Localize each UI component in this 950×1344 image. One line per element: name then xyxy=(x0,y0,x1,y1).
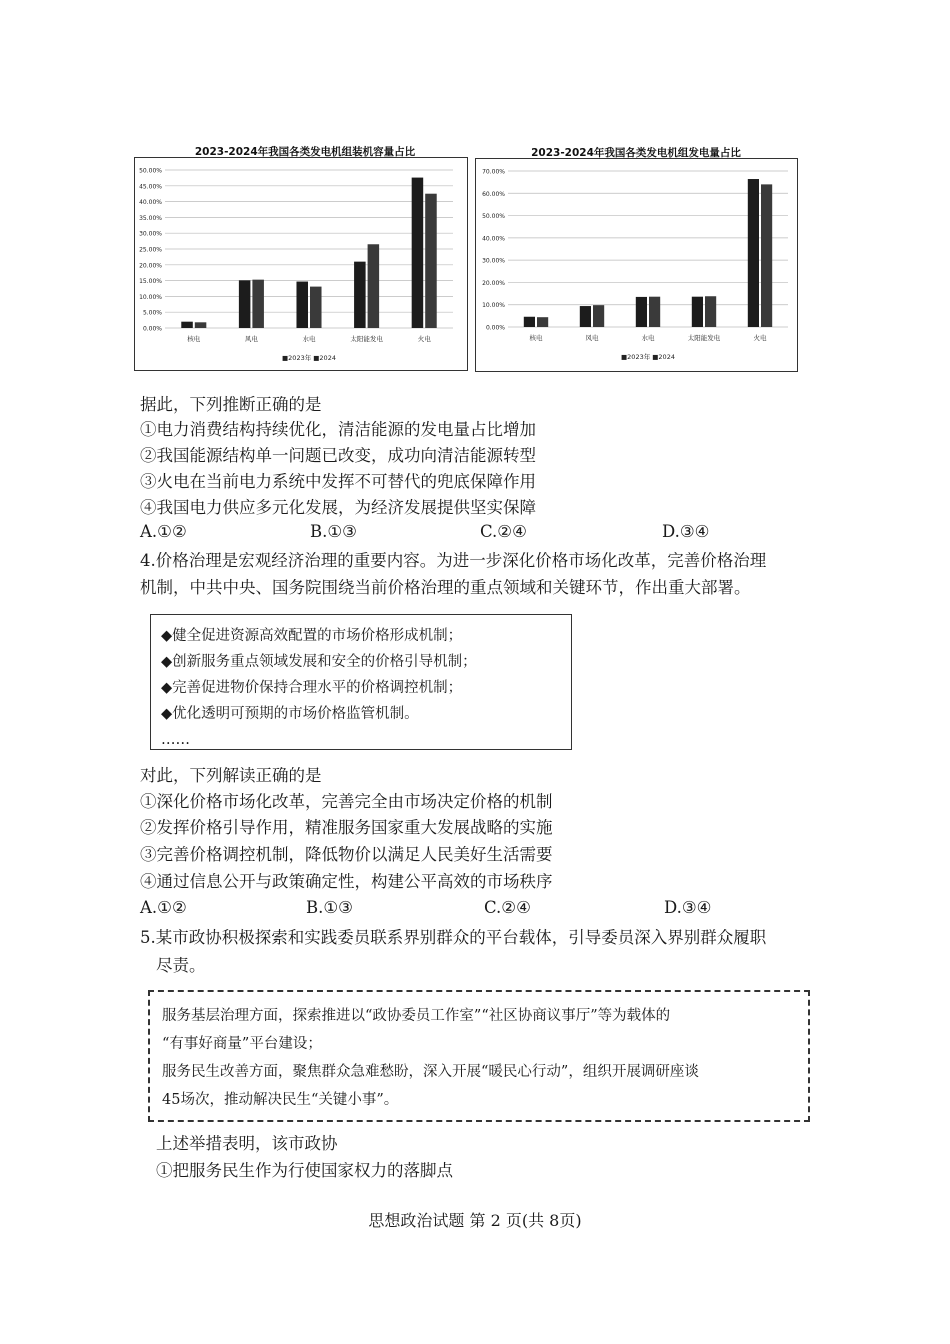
q3-stem: 据此，下列推断正确的是 xyxy=(140,395,322,414)
category-label: 水电 xyxy=(641,334,655,342)
bar-2024 xyxy=(368,244,380,328)
q4-box-line-5: …… xyxy=(161,732,190,748)
q5-question: 上述举措表明，该市政协 xyxy=(156,1134,338,1153)
q4-box-line-4: ◆优化透明可预期的市场价格监管机制。 xyxy=(161,706,419,722)
q4-stem-line2: 机制，中共中央、国务院围绕当前价格治理的重点领域和关键环节，作出重大部署。 xyxy=(140,578,751,597)
y-tick-label: 45.00% xyxy=(139,183,162,191)
q4-choice-b[interactable]: B.①③ xyxy=(306,898,353,917)
bar-2023 xyxy=(692,297,703,327)
y-tick-label: 0.00% xyxy=(485,324,505,332)
q4-choice-c[interactable]: C.②④ xyxy=(484,898,531,917)
bar-2024 xyxy=(705,296,716,327)
category-label: 风电 xyxy=(244,335,258,343)
y-tick-label: 20.00% xyxy=(482,279,505,287)
q5-item-1: ①把服务民生作为行使国家权力的落脚点 xyxy=(156,1161,453,1180)
chart-legend: ■2023年 ■2024 xyxy=(282,354,336,362)
q4-box-line-1: ◆健全促进资源高效配置的市场价格形成机制； xyxy=(161,628,463,644)
bar-2023 xyxy=(636,297,647,327)
chart-installed-capacity xyxy=(134,146,468,371)
category-label: 核电 xyxy=(187,335,201,343)
bar-2024 xyxy=(537,317,548,327)
y-tick-label: 15.00% xyxy=(139,278,162,286)
y-tick-label: 30.00% xyxy=(482,257,505,265)
y-tick-label: 50.00% xyxy=(139,167,162,175)
q3-choices xyxy=(140,522,800,546)
y-tick-label: 40.00% xyxy=(482,235,505,243)
y-tick-label: 40.00% xyxy=(139,199,162,207)
bar-2024 xyxy=(425,194,437,328)
q5-stem-line2: 尽责。 xyxy=(156,956,206,975)
q5-box-line-4: 45场次，推动解决民生“关键小事”。 xyxy=(162,1092,399,1108)
bar-2023 xyxy=(354,262,366,328)
bar-2024 xyxy=(310,287,322,328)
category-label: 火电 xyxy=(753,334,767,342)
category-label: 核电 xyxy=(529,334,543,342)
bar-2024 xyxy=(195,322,207,328)
q4-stem-line1: 4.价格治理是宏观经济治理的重要内容。为进一步深化价格市场化改革，完善价格治理 xyxy=(140,551,767,570)
q4-box-line-2: ◆创新服务重点领域发展和安全的价格引导机制； xyxy=(161,654,477,670)
q4-item-3: ③完善价格调控机制，降低物价以满足人民美好生活需要 xyxy=(140,845,553,864)
q4-item-4: ④通过信息公开与政策确定性，构建公平高效的市场秩序 xyxy=(140,872,553,891)
bar-2023 xyxy=(412,178,424,328)
bar-2024 xyxy=(649,297,660,327)
bar-2023 xyxy=(181,322,193,328)
y-tick-label: 50.00% xyxy=(482,213,505,221)
q3-choice-c[interactable]: C.②④ xyxy=(480,522,527,541)
bar-2023 xyxy=(239,280,251,328)
chart-title: 2023-2024年我国各类发电机组发电量占比 xyxy=(531,147,741,159)
q4-item-1: ①深化价格市场化改革，完善完全由市场决定价格的机制 xyxy=(140,792,553,811)
bar-2024 xyxy=(252,280,264,328)
category-label: 火电 xyxy=(417,335,431,343)
bar-2023 xyxy=(748,179,759,327)
q5-box-line-1: 服务基层治理方面，探索推进以“政协委员工作室”“社区协商议事厅”等为载体的 xyxy=(162,1008,671,1024)
bar-2023 xyxy=(296,282,308,328)
q4-material-box xyxy=(150,614,572,750)
y-tick-label: 0.00% xyxy=(142,325,162,333)
category-label: 太阳能发电 xyxy=(687,334,721,342)
chart-installed-capacity-svg xyxy=(135,146,467,370)
page-footer: 思想政治试题 第 2 页(共 8页) xyxy=(368,1211,582,1230)
bar-2023 xyxy=(580,306,591,327)
chart-generation-share xyxy=(475,147,798,372)
q4-choices xyxy=(140,898,800,922)
y-tick-label: 20.00% xyxy=(139,262,162,270)
bar-2023 xyxy=(524,317,535,327)
q5-stem-line1: 5.某市政协积极探索和实践委员联系界别群众的平台载体，引导委员深入界别群众履职 xyxy=(140,928,767,947)
q3-item-3: ③火电在当前电力系统中发挥不可替代的兜底保障作用 xyxy=(140,472,536,491)
y-tick-label: 25.00% xyxy=(139,246,162,254)
category-label: 风电 xyxy=(585,334,599,342)
bar-2024 xyxy=(593,305,604,327)
chart-legend: ■2023年 ■2024 xyxy=(621,353,675,361)
bar-2024 xyxy=(761,184,772,327)
y-tick-label: 60.00% xyxy=(482,190,505,198)
q3-item-4: ④我国电力供应多元化发展，为经济发展提供坚实保障 xyxy=(140,498,536,517)
chart-title: 2023-2024年我国各类发电机组装机容量占比 xyxy=(194,146,416,158)
y-tick-label: 30.00% xyxy=(139,230,162,238)
q3-choice-a[interactable]: A.①② xyxy=(140,522,187,541)
q4-item-2: ②发挥价格引导作用，精准服务国家重大发展战略的实施 xyxy=(140,818,553,837)
q3-item-2: ②我国能源结构单一问题已改变，成功向清洁能源转型 xyxy=(140,446,536,465)
q5-material-box xyxy=(148,990,810,1122)
q3-choice-b[interactable]: B.①③ xyxy=(310,522,357,541)
q5-box-line-3: 服务民生改善方面，聚焦群众急难愁盼，深入开展“暖民心行动”，组织开展调研座谈 xyxy=(162,1064,699,1080)
q5-box-line-2: “有事好商量”平台建设； xyxy=(162,1036,322,1052)
q3-choice-d[interactable]: D.③④ xyxy=(662,522,710,541)
q3-item-1: ①电力消费结构持续优化，清洁能源的发电量占比增加 xyxy=(140,420,536,439)
y-tick-label: 5.00% xyxy=(142,309,162,317)
q4-question: 对此，下列解读正确的是 xyxy=(140,766,322,785)
y-tick-label: 10.00% xyxy=(482,302,505,310)
y-tick-label: 10.00% xyxy=(139,293,162,301)
chart-generation-share-svg xyxy=(476,147,797,371)
q4-choice-d[interactable]: D.③④ xyxy=(664,898,712,917)
q4-choice-a[interactable]: A.①② xyxy=(140,898,187,917)
category-label: 太阳能发电 xyxy=(350,335,383,343)
y-tick-label: 70.00% xyxy=(482,168,505,176)
q4-box-line-3: ◆完善促进物价保持合理水平的价格调控机制； xyxy=(161,680,463,696)
y-tick-label: 35.00% xyxy=(139,214,162,222)
category-label: 水电 xyxy=(302,335,316,343)
